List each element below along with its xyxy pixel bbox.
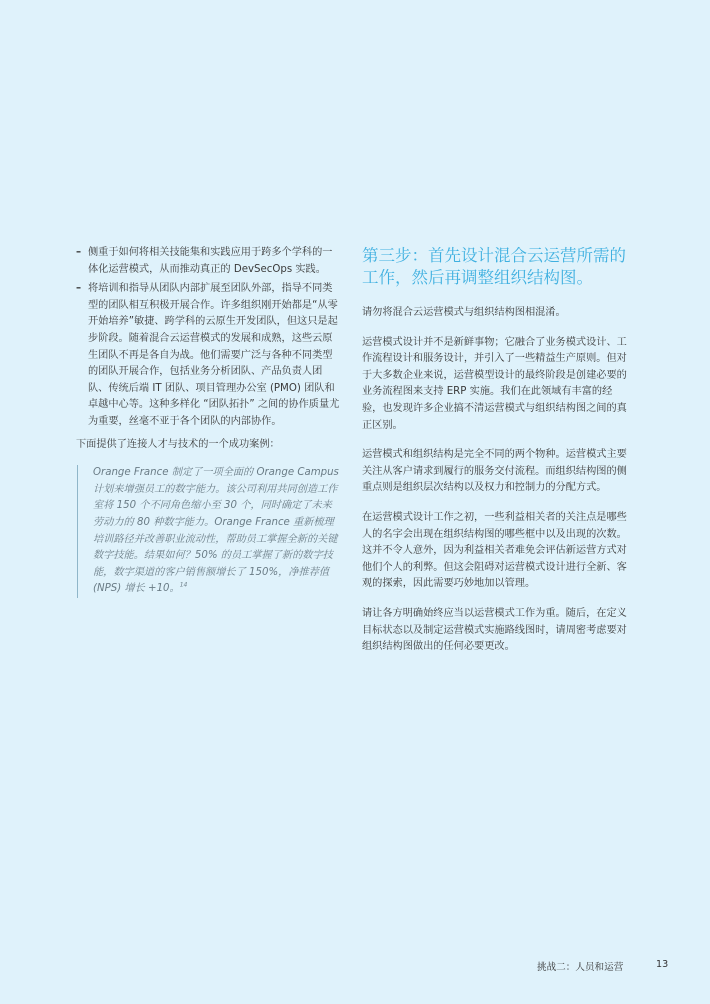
page-number: 13 xyxy=(656,959,669,970)
list-item xyxy=(76,245,342,278)
quote-text: Orange France 制定了一项全面的 Orange Campus 计划来增强员工的数字能力。该公司利用共同创造工作室将 150 个不同角色缩小至 30 个，同时确定了未来劳动力的 80 种数字能力。Orange France 重新梳理培训路径并改善职业流动性，帮助员工掌握全新的关键数字技能。结果如何？50% 的员工掌握了新的数字技能，数字渠道的客户销售额增长了 150%，净推荐值 (NPS) 增长 +10。 xyxy=(93,467,339,595)
left-column xyxy=(76,245,342,598)
case-study-quote xyxy=(77,465,342,598)
bullet-list xyxy=(76,245,342,431)
paragraph: 请让各方明确始终应当以运营模式工作为重。随后，在定义目标状态以及制定运营模式实施路线图时，请周密考虑要对组织结构图做出的任何必要更改。 xyxy=(362,607,627,653)
footnote-ref: 14 xyxy=(179,581,188,589)
bullet-dash: – xyxy=(76,247,82,258)
bullet-text: 侧重于如何将相关技能集和实践应用于跨多个学科的一体化运营模式，从而推动真正的 DevSecOps 实践。 xyxy=(88,247,333,275)
footer-chapter-title: 挑战二：人员和运营 xyxy=(537,962,624,973)
paragraph: 运营模式和组织结构是完全不同的两个物种。运营模式主要关注从客户请求到履行的服务交付流程。而组织结构图的侧重点则是组织层次结构以及权力和控制力的分配方式。 xyxy=(362,449,627,494)
paragraph: 运营模式设计并不是新鲜事物；它融合了业务模式设计、工作流程设计和服务设计，并引入了一些精益生产原则。但对于大多数企业来说，运营模型设计的最终阶段是创建必要的业务流程图来支持 ERP 实施。我们在此领域有丰富的经验，也发现许多企业搞不清运营模式与组织结构图之间的真正区别。 xyxy=(362,336,627,431)
section-heading: 第三步：首先设计混合云运营所需的工作，然后再调整组织结构图。 xyxy=(362,246,626,287)
paragraph: 在运营模式设计工作之初，一些利益相关者的关注点是哪些人的名字会出现在组织结构图的哪些框中以及出现的次数。这并不令人意外，因为利益相关者难免会评估新运营方式对他们个人的利弊。但这会阻碍对运营模式设计进行全新、客观的探索，因此需要巧妙地加以管理。 xyxy=(362,511,627,590)
list-item xyxy=(76,281,342,430)
bullet-text: 将培训和指导从团队内部扩展至团队外部，指导不同类型的团队相互积极开展合作。许多组织刚开始都是“从零开始培养”敏捷、跨学科的云原生开发团队，但这只是起步阶段。随着混合云运营模式的发展和成熟，这些云原生团队不再是各自为战。他们需要广泛与各种不同类型的团队开展合作，包括业务分析团队、产品负责人团队、传统后端 IT 团队、项目管理办公室 (PMO) 团队和卓越中心等。这种多样化 “团队拓扑” 之间的协作质量尤为重要，丝毫不亚于各个团队的内部协作。 xyxy=(88,283,340,427)
bullet-dash: – xyxy=(76,283,82,295)
case-intro: 下面提供了连接人才与技术的一个成功案例： xyxy=(76,438,280,450)
paragraph: 请勿将混合云运营模式与组织结构图相混淆。 xyxy=(362,307,566,318)
right-column xyxy=(362,245,628,669)
